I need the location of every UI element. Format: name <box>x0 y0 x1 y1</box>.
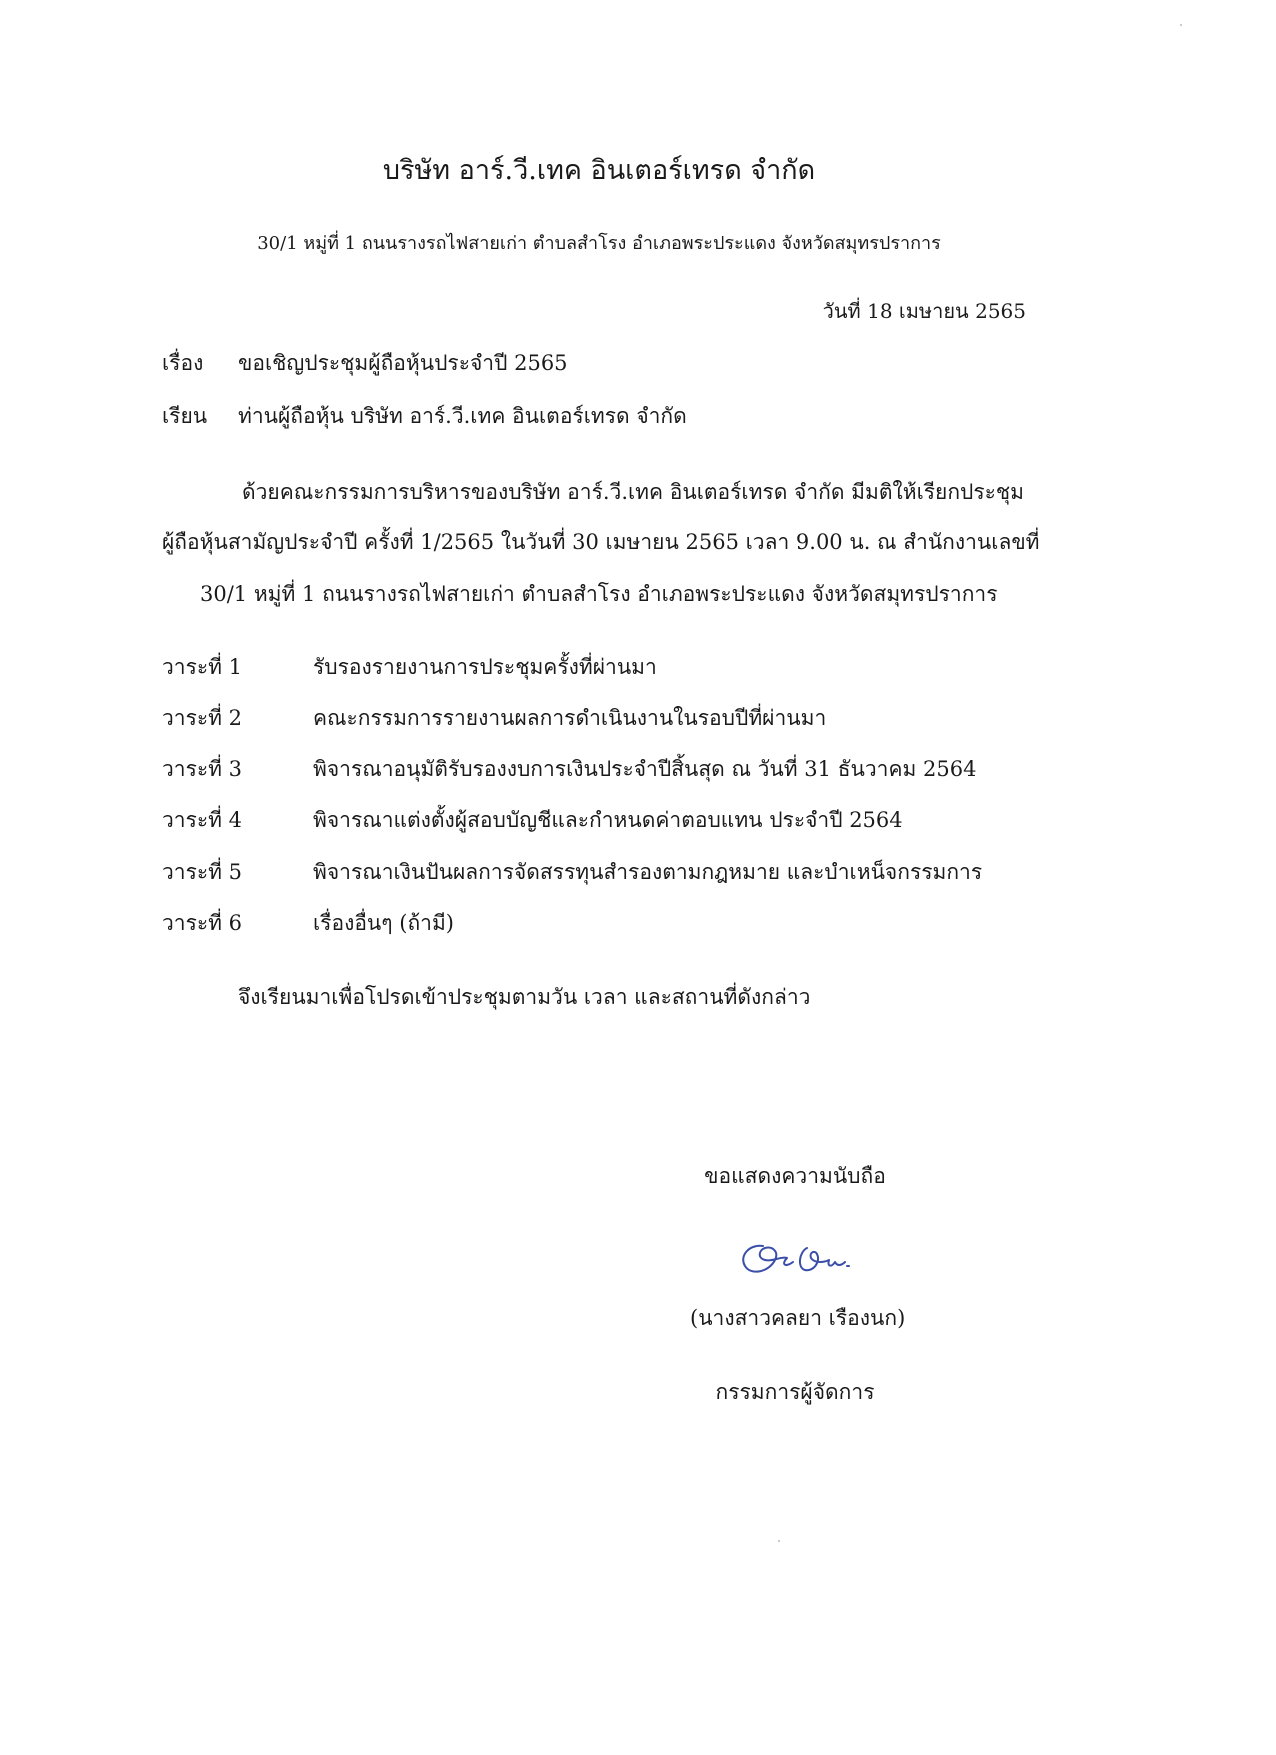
agenda-label: วาระที่ 2 <box>162 706 243 730</box>
body-line-1: ด้วยคณะกรรมการบริหารของบริษัท อาร์.วี.เทค อินเตอร์เทรด จำกัด มีมติให้เรียกประชุม <box>242 480 1025 504</box>
scan-speck <box>1180 24 1182 26</box>
agenda-text: รับรองรายงานการประชุมครั้งที่ผ่านมา <box>313 655 657 679</box>
agenda-label: วาระที่ 5 <box>162 860 243 884</box>
agenda-text: พิจารณาเงินปันผลการจัดสรรทุนสำรองตามกฎหมาย และบำเหน็จกรรมการ <box>313 860 983 884</box>
scan-speck <box>778 1540 780 1542</box>
agenda-item <box>0 804 1276 844</box>
agenda-item <box>0 856 1276 896</box>
letter-date: วันที่ 18 เมษายน 2565 <box>822 299 1026 323</box>
company-address: 30/1 หมู่ที่ 1 ถนนรางรถไฟสายเก่า ตำบลสำโรง อำเภอพระประแดง จังหวัดสมุทรปราการ <box>257 233 941 254</box>
recipient-text: ท่านผู้ถือหุ้น บริษัท อาร์.วี.เทค อินเตอร์เทรด จำกัด <box>238 404 687 428</box>
closing-paragraph: จึงเรียนมาเพื่อโปรดเข้าประชุมตามวัน เวลา และสถานที่ดังกล่าว <box>238 985 811 1009</box>
agenda-label: วาระที่ 4 <box>162 808 243 832</box>
handwritten-signature <box>735 1232 885 1292</box>
subject-text: ขอเชิญประชุมผู้ถือหุ้นประจำปี 2565 <box>238 351 568 375</box>
agenda-text: พิจารณาแต่งตั้งผู้สอบบัญชีและกำหนดค่าตอบแทน ประจำปี 2564 <box>313 808 903 832</box>
agenda-text: เรื่องอื่นๆ (ถ้ามี) <box>313 911 454 935</box>
agenda-label: วาระที่ 1 <box>162 655 243 679</box>
signer-name: (นางสาวคลยา เรืองนก) <box>690 1306 906 1330</box>
agenda-item <box>0 907 1276 947</box>
agenda-label: วาระที่ 3 <box>162 757 243 781</box>
body-line-3: 30/1 หมู่ที่ 1 ถนนรางรถไฟสายเก่า ตำบลสำโรง อำเภอพระประแดง จังหวัดสมุทรปราการ <box>200 582 998 606</box>
signer-position: กรรมการผู้จัดการ <box>715 1380 875 1404</box>
agenda-text: คณะกรรมการรายงานผลการดำเนินงานในรอบปีที่ผ่านมา <box>313 706 827 730</box>
signature-closing: ขอแสดงความนับถือ <box>704 1164 886 1188</box>
company-name: บริษัท อาร์.วี.เทค อินเตอร์เทรด จำกัด <box>382 155 816 186</box>
agenda-item <box>0 702 1276 742</box>
agenda-item <box>0 651 1276 691</box>
recipient-label: เรียน <box>162 404 208 428</box>
agenda-item <box>0 753 1276 793</box>
subject-label: เรื่อง <box>162 351 204 375</box>
agenda-text: พิจารณาอนุมัติรับรองงบการเงินประจำปีสิ้นสุด ณ วันที่ 31 ธันวาคม 2564 <box>313 757 977 781</box>
agenda-label: วาระที่ 6 <box>162 911 243 935</box>
body-line-2: ผู้ถือหุ้นสามัญประจำปี ครั้งที่ 1/2565 ในวันที่ 30 เมษายน 2565 เวลา 9.00 น. ณ สำนักงานเลขที่ <box>162 530 1040 554</box>
